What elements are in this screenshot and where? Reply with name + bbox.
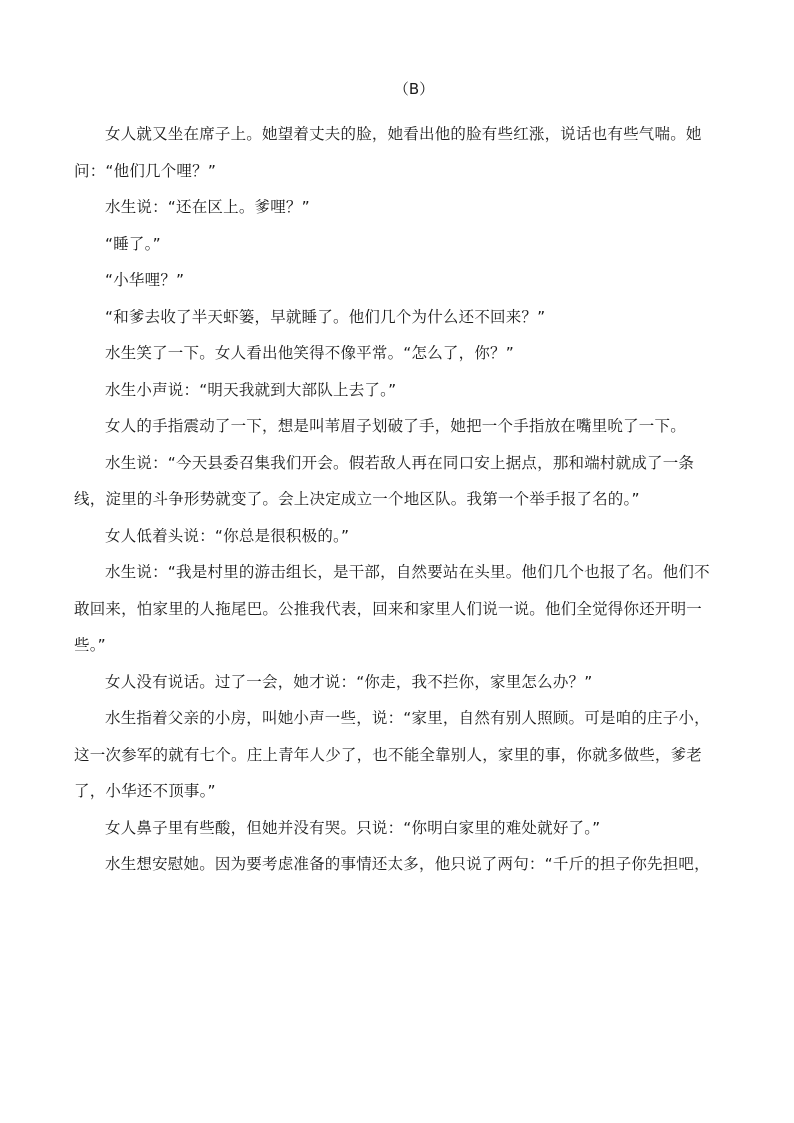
paragraph-1: 女人就又坐在席子上。她望着丈夫的脸，她看出他的脸有些红涨，说话也有些气喘。她问：“他们几个哩？” (74, 125, 702, 180)
paragraph-8: 女人的手指震动了一下，想是叫苇眉子划破了手，她把一个手指放在嘴里吮了一下。 (105, 417, 686, 435)
paragraph-3: “睡了。” (105, 234, 161, 253)
section-heading: （B） (393, 80, 435, 98)
paragraph-9: 水生说：“今天县委召集我们开会。假若敌人再在同口安上据点，那和端村就成了一条线，淀里的斗争形势就变了。会上决定成立一个地区队。我第一个举手报了名的。” (74, 453, 695, 508)
paragraph-7: 水生小声说：“明天我就到大部队上去了。” (105, 380, 397, 399)
paragraph-11: 水生说：“我是村里的游击组长，是干部，自然要站在头里。他们几个也报了名。他们不敢回来，怕家里的人拖尾巴。公推我代表，回来和家里人们说一说。他们全觉得你还开明一些。” (74, 563, 710, 654)
paragraph-13: 水生指着父亲的小房，叫她小声一些，说：“家里，自然有别人照顾。可是咱的庄子小，这一次参军的就有七个。庄上青年人少了，也不能全靠别人，家里的事，你就多做些，爹老了，小华还不顶事。” (74, 709, 710, 800)
paragraph-4: “小华哩？” (105, 271, 185, 289)
paragraph-14: 女人鼻子里有些酸，但她并没有哭。只说：“你明白家里的难处就好了。” (105, 818, 601, 837)
paragraph-10: 女人低着头说：“你总是很积极的。” (105, 526, 350, 545)
paragraph-12: 女人没有说话。过了一会，她才说：“你走，我不拦你，家里怎么办？” (105, 672, 593, 691)
paragraph-5: “和爹去收了半天虾篓，早就睡了。他们几个为什么还不回来？” (105, 307, 546, 326)
paragraph-6: 水生笑了一下。女人看出他笑得不像平常。“怎么了，你？” (105, 344, 514, 362)
paragraph-2: 水生说：“还在区上。爹哩？” (105, 198, 310, 216)
paragraph-15: 水生想安慰她。因为要考虑准备的事情还太多，他只说了两句：“千斤的担子你先担吧， (105, 855, 710, 873)
